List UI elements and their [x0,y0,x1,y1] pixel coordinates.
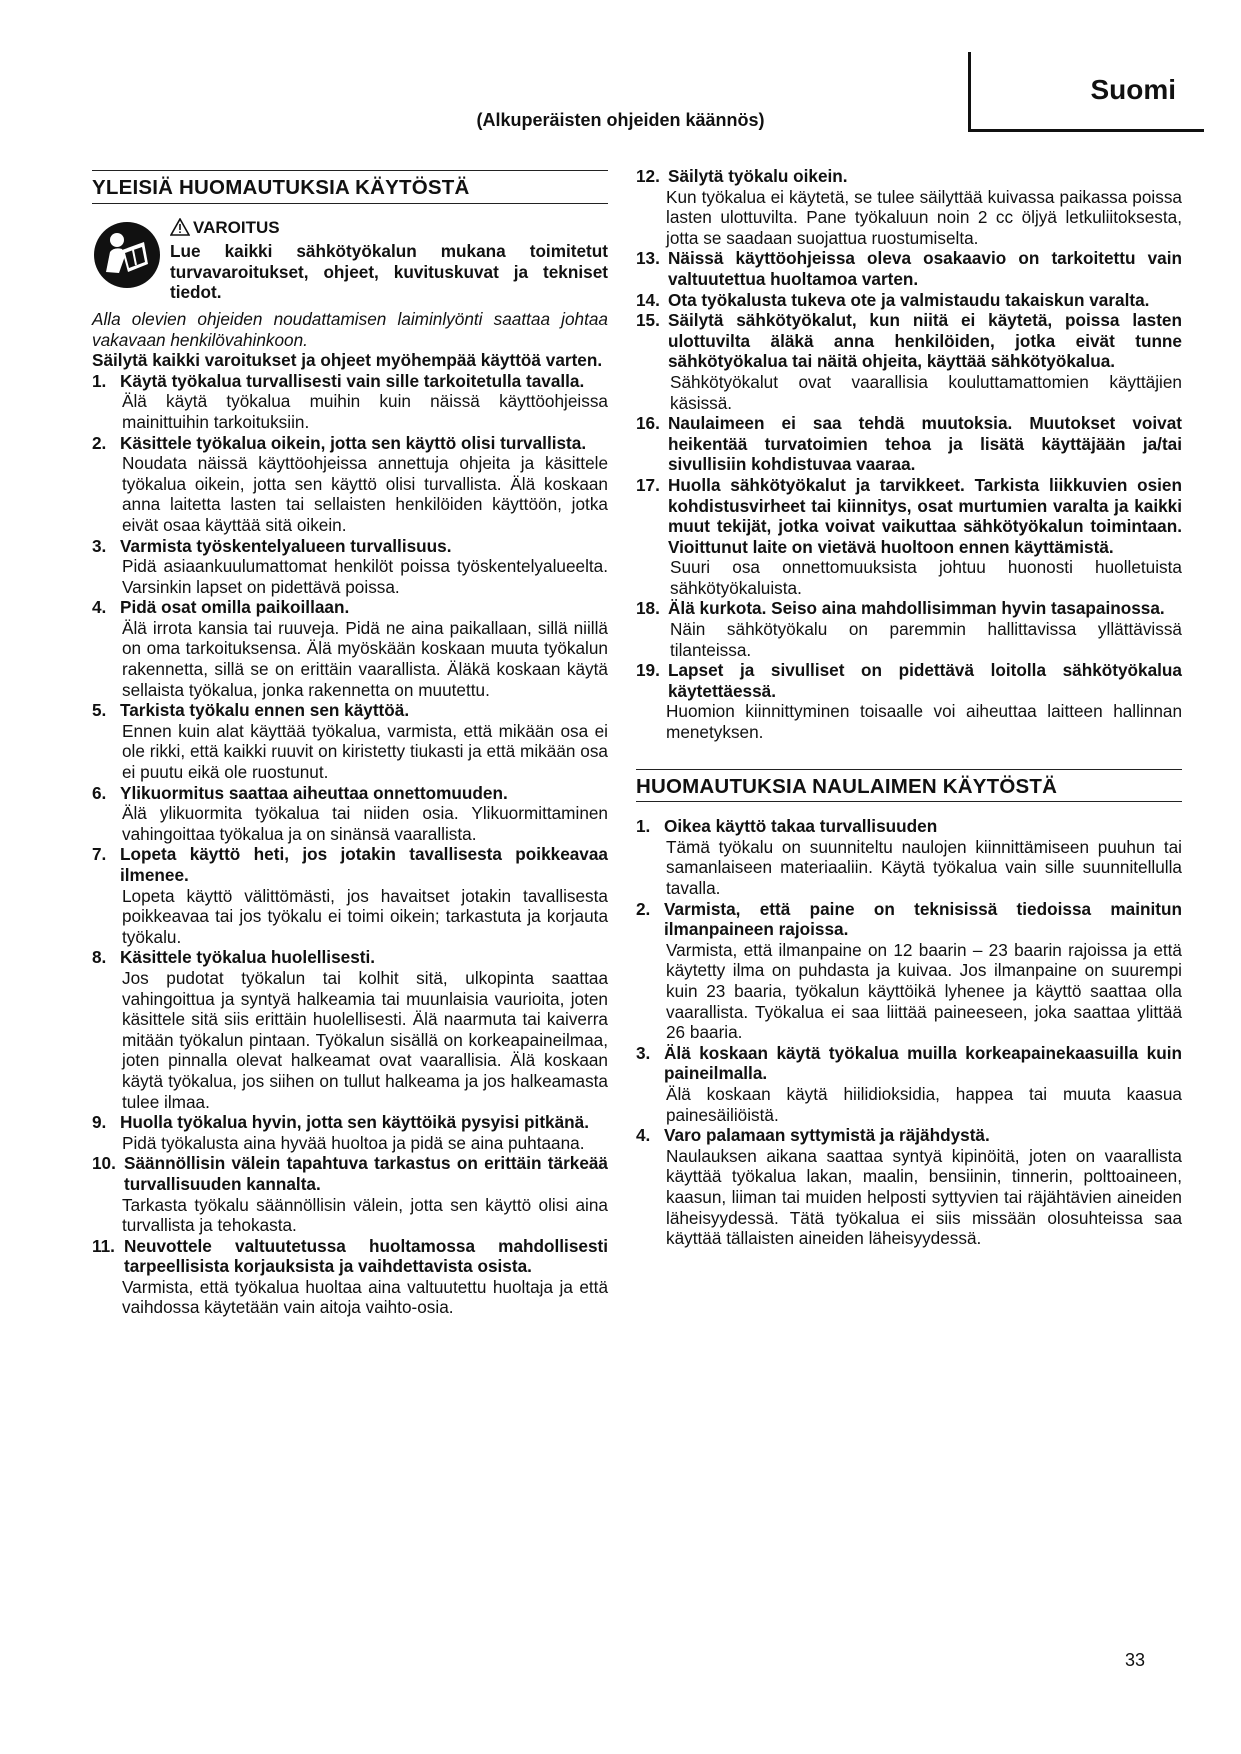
warning-italic-text: Alla olevien ohjeiden noudattamisen laiminlyönti saattaa johtaa vakavaan henkilövahinkoon. [92,308,608,350]
item-title: Ota työkalusta tukeva ote ja valmistaudu takaiskun varalta. [668,289,1150,310]
list-item [636,310,1182,413]
item-body: Älä ylikuormita työkalua tai niiden osia. Ylikuormittaminen vahingoittaa työkalua ja on sinänsä vaarallista. [122,803,608,844]
item-body: Tämä työkalu on suunniteltu naulojen kiinnittämiseen puuhun tai samanlaiseen materiaaliin. Käytä työkalua vain sille suunnitellulla tavalla. [666,836,1182,898]
list-item [636,660,1182,742]
item-body: Suuri osa onnettomuuksista johtuu huonosti huolletuista sähkötyökaluista. [670,557,1182,598]
item-title: Oikea käyttö takaa turvallisuuden [664,816,938,837]
list-item [92,844,608,947]
item-title: Huolla työkalua hyvin, jotta sen käyttöikä pysyisi pitkänä. [120,1112,589,1133]
item-title: Säilytä työkalu oikein. [668,166,848,186]
item-title: Naulaimeen ei saa tehdä muutoksia. Muutokset voivat heikentää turvatoimien tehoa ja lisätä käyttäjään ja/tai sivullisiin kohdistuvaa vaaraa. [668,413,1182,475]
item-title: Lapset ja sivulliset on pidettävä loitolla sähkötyökalua käytettäessä. [668,660,1182,701]
list-item [636,816,1182,898]
item-body: Naulauksen aikana saattaa syntyä kipinöitä, joten on vaarallista käyttää työkalua lakan, maalin, bensiinin, tinnerin, polttoaineen, kaasun, liiman tai muiden helposti syttyvien tai räjähtävien aineiden läheisyydessä. Tätä työkalua ei siis missään olosuhteissa saa käyttää tällaisten aineiden läheisyydessä. [666,1145,1182,1249]
item-body: Jos pudotat työkalun tai kolhit sitä, ulkopinta saattaa vahingoittua ja syntyä halkeamia tai muunlaisia vaurioita, joten käsittele sitä siis erittäin huolellisesti. Älä naarmuta tai kaiverra mitään työkalun pintaan. Työkalun sisällä on korkeapaineilmaa, joten pinnalla olevat halkeamat ovat vaarallisia. Älä koskaan käytä työkalua, jos siihen on tullut halkeama ja jos halkeamasta tulee ilmaa. [122,967,608,1112]
item-number: 14. [636,289,660,310]
right-column [636,166,1182,1249]
item-body: Lopeta käyttö välittömästi, jos havaitset jotakin tavallisesta poikkeavaa tai jos työkalu ei toimi oikein; tarkastuta ja korjauta työkalu. [122,885,608,947]
list-item [92,536,608,598]
item-body: Ennen kuin alat käyttää työkalua, varmista, että mikään osa ei ole rikki, että kaikki ruuvit on kiristetty tiukasti ja että mikään osa ei puutu eikä ole ruostunut. [122,720,608,783]
read-manual-icon [92,218,170,303]
item-title: Käsittele työkalua oikein, jotta sen käyttö olisi turvallista. [120,432,587,453]
list-item [636,475,1182,599]
list-item [92,700,608,782]
warning-label: VAROITUS [193,217,280,237]
item-number: 12. [636,166,660,186]
item-title: Älä koskaan käytä työkalua muilla korkeapainekaasuilla kuin paineilmalla. [664,1042,1182,1084]
item-body: Varmista, että ilmanpaine on 12 baarin – 23 baarin rajoissa ja että käytetty ilma on puhdasta ja kuivaa. Jos ilmanpaine on suurempi kuin 23 baaria, työkalun käyttöikä lyhenee ja käyttö saattaa olla vaarallista. Työkalua ei saa liittää paineeseen, joka saattaa ylittää 26 baaria. [666,939,1182,1043]
item-number: 15. [636,310,660,331]
item-number: 16. [636,413,660,434]
item-title: Älä kurkota. Seiso aina mahdollisimman hyvin tasapainossa. [668,598,1165,619]
item-title: Säännöllisin välein tapahtuva tarkastus on erittäin tärkeää turvallisuuden kannalta. [124,1153,608,1194]
warning-block [92,218,608,303]
list-item [636,248,1182,289]
item-title: Käsittele työkalua huolellisesti. [120,947,376,968]
item-title: Pidä osat omilla paikoillaan. [120,597,350,618]
language-label: Suomi [1090,74,1176,105]
list-item [636,1125,1182,1249]
list-item [636,290,1182,311]
item-number: 9. [92,1112,107,1133]
item-body: Huomion kiinnittyminen toisaalle voi aiheuttaa laitteen hallinnan menetyksen. [666,701,1182,743]
list-item [92,597,608,700]
list-item [636,899,1182,1043]
warning-text: Lue kaikki sähkötyökalun mukana toimitetut turvavaroitukset, ohjeet, kuvituskuvat ja tekniset tiedot. [170,241,608,303]
item-body: Älä koskaan käytä hiilidioksidia, happea tai muuta kaasua painesäiliöistä. [666,1083,1182,1125]
document-subtitle: (Alkuperäisten ohjeiden käännös) [476,110,765,130]
item-number: 5. [92,700,107,721]
item-body: Tarkasta työkalu säännöllisin välein, jotta sen käyttö olisi aina turvallista ja tehokasta. [122,1194,608,1236]
item-body: Älä irrota kansia tai ruuveja. Pidä ne aina paikallaan, sillä niillä on oma tarkoituksensa. Älä myöskään koskaan muuta työkalun rakennetta, sillä se on erittäin vaarallista. Äläkä koskaan käytä sellaista työkalua, jonka rakennetta on muutettu. [122,617,608,700]
item-body: Kun työkalua ei käytetä, se tulee säilyttää kuivassa paikassa poissa lasten ulottuvilta. Pane työkaluun noin 2 cc öljyä letkuliitoksesta, jotta se saadaan suojattua ruostumiselta. [666,186,1182,248]
item-title: Käytä työkalua turvallisesti vain sille tarkoitetulla tavalla. [120,370,585,391]
item-number: 19. [636,660,660,681]
item-title: Tarkista työkalu ennen sen käyttöä. [120,700,410,721]
section-title-nailer: HUOMAUTUKSIA NAULAIMEN KÄYTÖSTÄ [636,769,1182,803]
list-item [92,371,608,433]
item-title: Huolla sähkötyökalut ja tarvikkeet. Tarkista liikkuvien osien kohdistusvirheet tai kiinnitys, osat murtumien varalta ja kaikki muut tekijät, jotka voivat vaikuttaa sähkötyökalun toimintaan. Vioittunut laite on vietävä huoltoon ennen käyttämistä. [668,474,1182,557]
item-title: Varmista työskentelyalueen turvallisuus. [120,535,452,556]
list-item [92,1112,608,1153]
item-body: Sähkötyökalut ovat vaarallisia kouluttamattomien käyttäjien käsissä. [670,371,1182,413]
item-number: 3. [92,535,107,556]
item-number: 8. [92,947,107,968]
item-title: Varmista, että paine on teknisissä tiedoissa mainitun ilmanpaineen rajoissa. [664,898,1182,940]
item-number: 17. [636,474,660,495]
item-title: Näissä käyttöohjeissa oleva osakaavio on tarkoitettu vain valtuutettua huoltamoa varten. [668,248,1182,289]
item-body: Noudata näissä käyttöohjeissa annettuja ohjeita ja käsittele työkalua oikein, jotta sen käyttö olisi turvallista. Älä koskaan anna laitetta lasten tai sellaisten henkilöiden käyttöön, jotka eivät osaa käyttää sitä oikein. [122,453,608,535]
left-column [92,166,608,1318]
item-number: 4. [636,1125,651,1146]
section-title-general: YLEISIÄ HUOMAUTUKSIA KÄYTÖSTÄ [92,170,608,204]
item-title: Ylikuormitus saattaa aiheuttaa onnettomuuden. [120,782,508,803]
list-item [92,1153,608,1235]
list-item [92,783,608,845]
item-title: Varo palamaan syttymistä ja räjähdystä. [664,1125,990,1146]
item-body: Varmista, että työkalua huoltaa aina valtuutettu huoltaja ja että vaihdossa käytetään vain aitoja vaihto-osia. [122,1276,608,1318]
item-number: 18. [636,598,660,619]
item-body: Älä käytä työkalua muihin kuin näissä käyttöohjeissa mainittuihin tarkoituksiin. [122,391,608,432]
item-number: 13. [636,248,660,269]
item-number: 11. [92,1235,115,1256]
list-item [636,413,1182,475]
list-item [636,1043,1182,1125]
item-number: 6. [92,782,107,803]
list-item [92,433,608,536]
item-title: Säilytä sähkötyökalut, kun niitä ei käytetä, poissa lasten ulottuvilta äläkä anna henkilöiden, jotka eivät tunne sähkötyökalua tai näitä ohjeita, käyttää sähkötyökalua. [668,310,1182,372]
item-title: Neuvottele valtuutetussa huoltamossa mahdollisesti tarpeellisista korjauksista ja vaihdettavista osista. [124,1235,608,1277]
item-body: Näin sähkötyökalu on paremmin hallittavissa yllättävissä tilanteissa. [670,619,1182,660]
list-item [636,598,1182,660]
item-title: Lopeta käyttö heti, jos jotakin tavallisesta poikkeavaa ilmenee. [120,844,608,885]
warning-triangle-icon [170,218,190,242]
list-item [92,1236,608,1318]
list-item [636,166,1182,248]
item-number: 10. [92,1153,116,1174]
list-item [92,947,608,1112]
item-body: Pidä asiaankuulumattomat henkilöt poissa työskentelyalueelta. Varsinkin lapset on pidettävä poissa. [122,556,608,597]
item-number: 1. [636,816,651,837]
item-number: 1. [92,370,107,391]
keep-instructions-text: Säilytä kaikki varoitukset ja ohjeet myöhempää käyttöä varten. [92,350,603,371]
item-number: 2. [636,898,651,919]
item-number: 7. [92,844,107,865]
page-number: 33 [1125,1650,1146,1670]
item-body: Pidä työkalusta aina hyvää huoltoa ja pidä se aina puhtaana. [122,1132,585,1153]
item-number: 3. [636,1042,651,1063]
item-number: 2. [92,432,107,453]
item-number: 4. [92,597,107,618]
